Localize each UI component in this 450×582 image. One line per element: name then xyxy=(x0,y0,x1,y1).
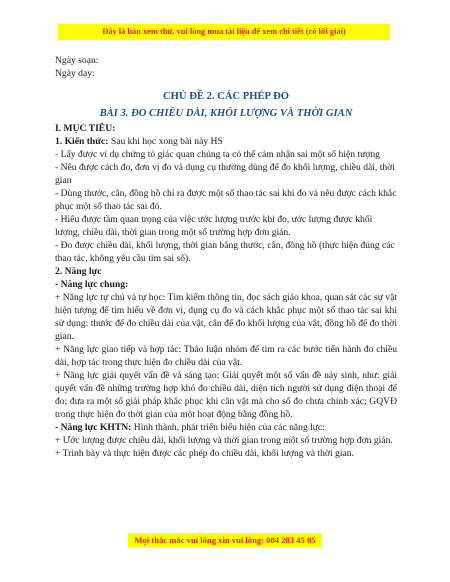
knowledge-line xyxy=(55,135,397,148)
general-ability-item: + Năng lực tự chủ và tự học: Tìm kiếm thông tin, đọc sách giáo khoa, quan sát các sự vật hiện tượng để tìm hiểu về đơn vị, dụng cụ đo và cách khắc phục một số thao tác sai khi sử dụng: thước để đo chiều dài của vật, cân để đo khối lượng của vật, đồng hồ để đo thời gian. xyxy=(55,292,398,342)
preview-banner: Đây là bản xem thử, vui lòng mua tài liệu để xem chi tiết (có lời giải) xyxy=(58,24,390,40)
knowledge-label: 1. Kiến thức: xyxy=(55,136,109,147)
date-taught: Ngày dạy: xyxy=(55,68,95,79)
chapter-title: CHỦ ĐỀ 2. CÁC PHÉP ĐO xyxy=(163,91,289,102)
khtn-label: - Năng lực KHTN: xyxy=(55,422,132,433)
knowledge-item: - Đo được chiều dài, khối lượng, thời gian bằng thước, cân, đồng hồ (thực hiện đúng các thao tác, không yêu cầu tìm sai số). xyxy=(55,240,395,264)
knowledge-item: - Hiểu được tầm quan trọng của việc ước lượng trước khi đo, ước lượng được khối lượng, chiều dài, thời gian trong một số trường hợp đơn giản. xyxy=(55,214,373,238)
knowledge-item: - Lấy được ví dụ chứng tỏ giác quan chúng ta có thể cảm nhận sai một số hiện tượng xyxy=(55,149,380,160)
general-ability-item: + Năng lực giải quyết vấn đề và sáng tạo: Giải quyết một số vấn đề nảy sinh, như: giải quyết vấn đề những trường hợp khó đo chiều dài, diện tích người sử dụng điện thoại để đo; đưa ra một số giải pháp khắc phục khi cân vật mà cho số đo chưa chính xác; GQVĐ trong thực hiện đo thời gian của một hoạt động bằng đồng hồ. xyxy=(55,370,397,420)
knowledge-item: - Nêu được cách đo, đơn vị đo và dụng cụ thường dùng để đo khối lượng, chiều dài, thời gian xyxy=(55,162,395,186)
knowledge-text: Sau khi học xong bài này HS xyxy=(108,136,223,147)
ability-heading: 2. Năng lực xyxy=(55,266,102,277)
general-ability-item: + Năng lực giao tiếp và hợp tác: Thảo luận nhóm để tìm ra các bước tiến hành đo chiều dài, hợp tác trong thực hiện đo chiều dài của vật. xyxy=(55,344,397,368)
khtn-line xyxy=(55,421,397,434)
khtn-item: + Trình bày và thực hiện được các phép đo chiều dài, khối lượng và thời gian. xyxy=(55,448,354,459)
general-ability-heading: - Năng lực chung: xyxy=(55,279,129,290)
document-body xyxy=(55,47,397,460)
knowledge-item: - Dùng thước, cân, đồng hồ chỉ ra được một số thao tác sai khi đo và nêu được cách khắc phục một số thao tác sai đó. xyxy=(55,188,397,212)
section-objectives-heading: I. MỤC TIÊU: xyxy=(55,123,116,134)
khtn-text: Hình thành, phát triển biểu hiện của các năng lực: xyxy=(131,422,325,433)
khtn-item: + Ước lượng được chiều dài, khối lượng và thời gian trong một số trường hợp đơn giản. xyxy=(55,435,393,446)
date-prepared: Ngày soạn: xyxy=(55,55,99,66)
lesson-title: BÀI 3. ĐO CHIỀU DÀI, KHỐI LƯỢNG VÀ THỜI GIAN xyxy=(99,108,353,119)
contact-footer: Mọi thắc mắc vui lòng xin vui lòng: 084 283 45 85 xyxy=(128,533,322,547)
